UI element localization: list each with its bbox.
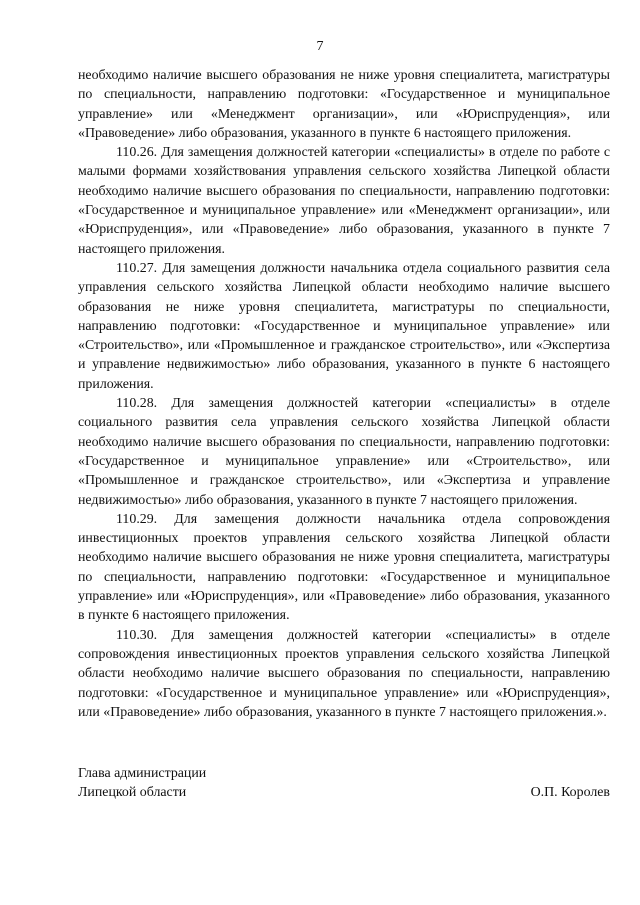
signature-block <box>78 764 610 803</box>
paragraph-continuation: необходимо наличие высшего образования не ниже уровня специалитета, магистратуры по специальности, направлению подготовки: «Государственное и муниципальное управление» или «Менеджмент организации», или «Юриспруденция», или «Правоведение» либо образования, указанного в пункте 6 настоящего приложения. <box>78 68 610 141</box>
signature-line <box>78 783 610 802</box>
paragraph-110-27: 110.27. Для замещения должности начальника отдела социального развития села управления сельского хозяйства Липецкой области необходимо наличие высшего образования не ниже уровня специалитета, магистратуры по специальности, направлению подготовки: «Государственное и муниципальное управление» или «Строительство», или «Промышленное и гражданское строительство», или «Экспертиза и управление недвижимостью» либо образования, указанного в пункте 6 настоящего приложения. <box>78 260 610 392</box>
page-number: 7 <box>316 39 324 54</box>
paragraph-110-28: 110.28. Для замещения должностей категории «специалисты» в отделе социального развития села управления сельского хозяйства Липецкой области необходимо наличие высшего образования по специальности, направлению подготовки: «Государственное и муниципальное управление» или «Строительство», или «Промышленное и гражданское строительство», или «Экспертиза и управление недвижимостью» либо образования, указанного в пункте 7 настоящего приложения. <box>78 396 610 508</box>
document-body <box>78 66 610 722</box>
paragraph-110-29: 110.29. Для замещения должности начальника отдела сопровождения инвестиционных проектов управления сельского хозяйства Липецкой области необходимо наличие высшего образования не ниже уровня специалитета, магистратуры по специальности, направлению подготовки: «Государственное и муниципальное управление» или «Юриспруденция», или «Правоведение» либо образования, указанного в пункте 6 настоящего приложения. <box>78 511 610 624</box>
paragraph-110-26: 110.26. Для замещения должностей категории «специалисты» в отделе по работе с малыми формами хозяйствования управления сельского хозяйства Липецкой области необходимо наличие высшего образования по специальности, направлению подготовки: «Государственное и муниципальное управление» или «Менеджмент организации», или «Юриспруденция», или «Правоведение» либо образования, указанного в пункте 7 настоящего приложения. <box>78 145 610 257</box>
signatory-position-line1: Глава администрации <box>78 766 207 781</box>
signatory-name: О.П. Королев <box>530 785 610 801</box>
paragraph-110-30: 110.30. Для замещения должностей категории «специалисты» в отделе сопровождения инвестиционных проектов управления сельского хозяйства Липецкой области необходимо наличие высшего образования по специальности, направлению подготовки: «Государственное и муниципальное управление» или «Юриспруденция», или «Правоведение» либо образования, указанного в пункте 7 настоящего приложения.». <box>78 627 610 720</box>
signatory-position-line2: Липецкой области <box>78 785 187 801</box>
